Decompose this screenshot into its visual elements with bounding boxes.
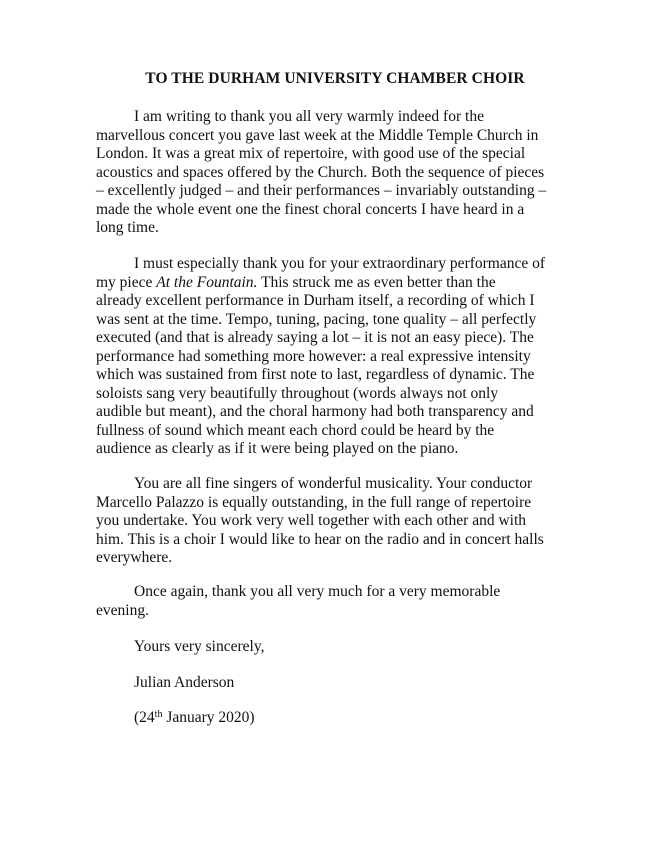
text-line (96, 274, 586, 293)
text-line: London. It was a great mix of repertoire, with good use of the special (96, 145, 526, 162)
text-line: evening. (96, 601, 149, 619)
date-ordinal: th (154, 709, 163, 720)
text-line: you undertake. You work very well together with each other and with (96, 512, 527, 529)
text-line: Marcello Palazzo is equally outstanding, in the full range of repertoire (96, 493, 532, 511)
text-line: I am writing to thank you all very warmly indeed for the (134, 108, 484, 125)
paragraph-closing-thanks (96, 583, 586, 620)
text-segment: This struck me as even better than the (257, 273, 496, 291)
text-line: long time. (96, 219, 159, 236)
letter-date (134, 709, 255, 727)
text-segment: my piece (96, 273, 157, 291)
text-line: Once again, thank you all very much for a very memorable (134, 583, 501, 600)
text-line: marvellous concert you gave last week at the Middle Temple Church in (96, 126, 539, 144)
text-line: made the whole event one the finest choral concerts I have heard in a (96, 200, 525, 218)
text-line: acoustics and spaces offered by the Church. Both the sequence of pieces (96, 163, 545, 181)
paragraph-thanks (96, 108, 586, 238)
paragraph-musicality (96, 475, 586, 568)
paragraph-performance (96, 255, 586, 459)
text-line: already excellent performance in Durham itself, a recording of which I (96, 292, 535, 309)
text-line: soloists sang very beautifully throughout (words always not only (96, 384, 499, 402)
text-line: him. This is a choir I would like to hear on the radio and in concert halls (96, 530, 544, 548)
text-line: I must especially thank you for your extraordinary performance of (134, 255, 546, 272)
letter-title: TO THE DURHAM UNIVERSITY CHAMBER CHOIR (145, 70, 525, 87)
date-open: (24 (134, 709, 155, 726)
text-line: audience as clearly as if it were being played on the piano. (96, 440, 459, 457)
text-line: performance had something more however: a real expressive intensity (96, 347, 531, 365)
text-line: which was sustained from first note to last, regardless of dynamic. The (96, 366, 535, 383)
text-line: everywhere. (96, 549, 173, 566)
date-rest: January 2020) (162, 709, 255, 726)
valediction: Yours very sincerely, (134, 638, 265, 655)
text-line: You are all fine singers of wonderful musicality. Your conductor (134, 475, 533, 492)
signature-name: Julian Anderson (134, 674, 235, 691)
text-line: audible but meant), and the choral harmony had both transparency and (96, 403, 534, 420)
text-line: executed (and that is already saying a lot – it is not an easy piece). The (96, 329, 534, 346)
text-line: – excellently judged – and their performances – invariably outstanding – (96, 182, 547, 199)
piece-title: At the Fountain. (156, 273, 258, 291)
text-line: was sent at the time. Tempo, tuning, pacing, tone quality – all perfectly (96, 310, 537, 328)
text-line: fullness of sound which meant each chord could be heard by the (96, 421, 495, 439)
